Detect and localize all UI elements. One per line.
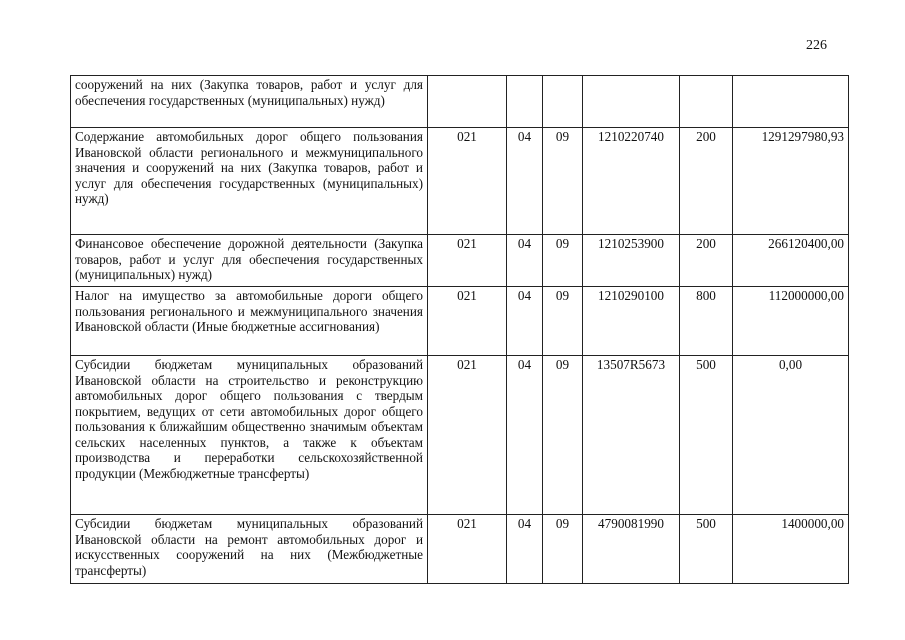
- amount: 1400000,00: [733, 515, 849, 584]
- table-row: [71, 515, 849, 584]
- section-code: 04: [507, 128, 543, 235]
- section-code: 04: [507, 515, 543, 584]
- target-code: 13507R5673: [583, 356, 680, 515]
- subsection-code: 09: [543, 128, 583, 235]
- subsection-code: 09: [543, 287, 583, 356]
- section-code: 04: [507, 287, 543, 356]
- expense-type-code: 200: [680, 235, 733, 287]
- target-code: 1210290100: [583, 287, 680, 356]
- subsection-code: 09: [543, 235, 583, 287]
- expense-type-code: 500: [680, 356, 733, 515]
- admin-code: 021: [428, 128, 507, 235]
- table-row: [71, 356, 849, 515]
- admin-code: 021: [428, 235, 507, 287]
- row-name: Субсидии бюджетам муниципальных образований Ивановской области на ремонт автомобильных дорог и искусственных сооружений на них (Межбюджетные трансферты): [71, 515, 428, 584]
- section-code: 04: [507, 356, 543, 515]
- admin-code: [428, 76, 507, 128]
- row-name: сооружений на них (Закупка товаров, работ и услуг для обеспечения государственных (муниципальных) нужд): [71, 76, 428, 128]
- section-code: [507, 76, 543, 128]
- amount: 0,00: [733, 356, 849, 515]
- subsection-code: [543, 76, 583, 128]
- table-row: [71, 287, 849, 356]
- table-row: [71, 235, 849, 287]
- target-code: 4790081990: [583, 515, 680, 584]
- admin-code: 021: [428, 515, 507, 584]
- amount: 266120400,00: [733, 235, 849, 287]
- row-name: Налог на имущество за автомобильные дороги общего пользования регионального и межмуниципального значения Ивановской области (Иные бюджетные ассигнования): [71, 287, 428, 356]
- target-code: 1210220740: [583, 128, 680, 235]
- table-row: [71, 128, 849, 235]
- expense-type-code: [680, 76, 733, 128]
- amount: 112000000,00: [733, 287, 849, 356]
- amount: 1291297980,93: [733, 128, 849, 235]
- expense-type-code: 500: [680, 515, 733, 584]
- page-number: 226: [806, 38, 827, 53]
- target-code: [583, 76, 680, 128]
- expense-type-code: 800: [680, 287, 733, 356]
- budget-table: [70, 75, 849, 584]
- target-code: 1210253900: [583, 235, 680, 287]
- subsection-code: 09: [543, 356, 583, 515]
- amount: [733, 76, 849, 128]
- admin-code: 021: [428, 356, 507, 515]
- row-name: Финансовое обеспечение дорожной деятельности (Закупка товаров, работ и услуг для обеспечения государственных (муниципальных) нужд): [71, 235, 428, 287]
- subsection-code: 09: [543, 515, 583, 584]
- row-name: Субсидии бюджетам муниципальных образований Ивановской области на строительство и реконструкцию автомобильных дорог общего пользования с твердым покрытием, ведущих от сети автомобильных дорог общего пользования к ближайшим общественно значимым объектам сельских населенных пунктов, а также к объектам производства и переработки сельскохозяйственной продукции (Межбюджетные трансферты): [71, 356, 428, 515]
- expense-type-code: 200: [680, 128, 733, 235]
- table-row: [71, 76, 849, 128]
- admin-code: 021: [428, 287, 507, 356]
- section-code: 04: [507, 235, 543, 287]
- row-name: Содержание автомобильных дорог общего пользования Ивановской области регионального и межмуниципального значения и сооружений на них (Закупка товаров, работ и услуг для обеспечения государственных (муниципальных) нужд): [71, 128, 428, 235]
